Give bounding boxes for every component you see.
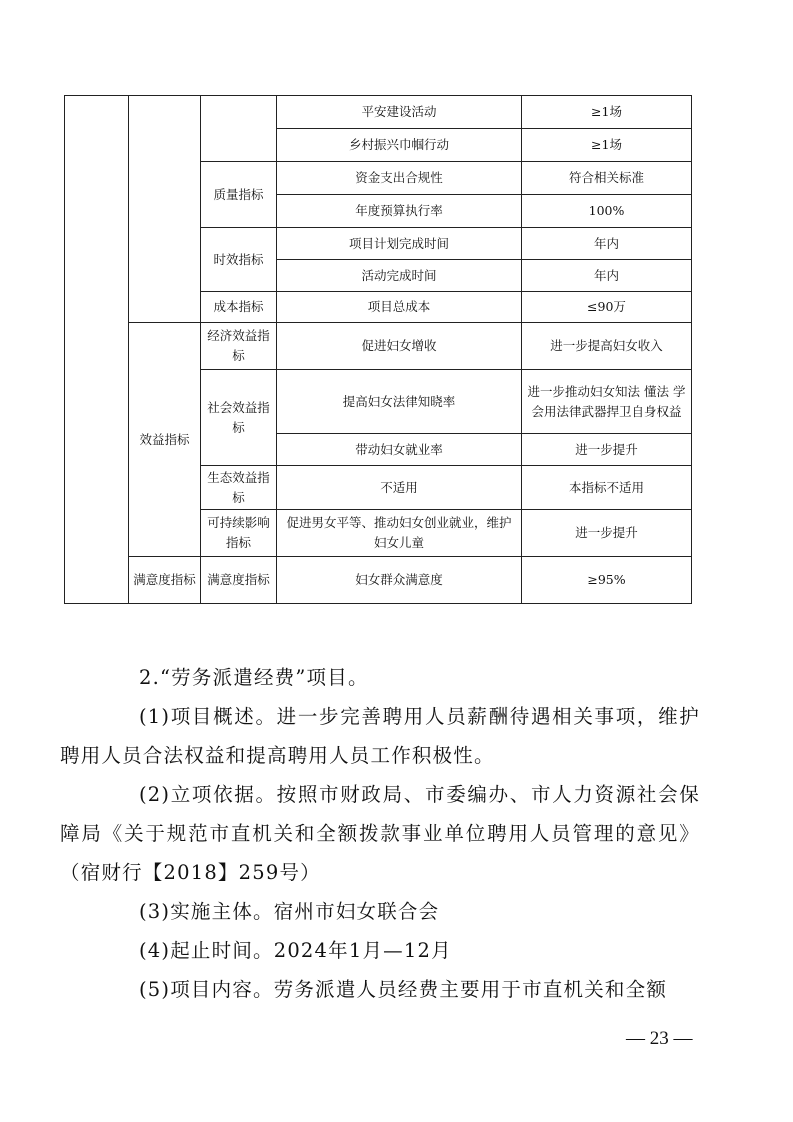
table-cell: ≥95% [522,557,692,604]
table-cell: 项目计划完成时间 [277,228,522,260]
table-col3-blank [201,96,277,162]
paragraph: (1)项目概述。进一步完善聘用人员薪酬待遇相关事项，维护聘用人员合法权益和提高聘用人员工作积极性。 [60,705,700,767]
table-cell: 提高妇女法律知晓率 [277,370,522,434]
table-cell: 100% [522,195,692,228]
body-text [60,658,700,1009]
paragraph: (2)立项依据。按照市财政局、市委编办、市人力资源社会保障局《关于规范市直机关和全额拨款事业单位聘用人员管理的意见》（宿财行【2018】259号） [60,783,700,884]
table-cell: 妇女群众满意度 [277,557,522,604]
table-cell-satisfaction-indicator: 满意度指标 [129,557,201,604]
table-cell: 资金支出合规性 [277,162,522,195]
table-cell: 社会效益指标 [201,370,277,466]
table-cell: 进一步提升 [522,434,692,466]
table-cell: 促进妇女增收 [277,323,522,370]
table-cell: 乡村振兴巾帼行动 [277,129,522,162]
paragraph: (4)起止时间。2024年1月—12月 [139,939,452,962]
table-cell-timeliness-indicator: 时效指标 [201,228,277,292]
table-cell: 进一步提升 [522,510,692,557]
table-cell: 促进男女平等、推动妇女创业就业，维护妇女儿童 [277,510,522,557]
table-cell: 符合相关标准 [522,162,692,195]
table-cell: 进一步提高妇女收入 [522,323,692,370]
table-col1-blank [65,96,129,604]
table-cell: 本指标不适用 [522,466,692,510]
table-cell: 满意度指标 [201,557,277,604]
table-cell: ≥1场 [522,96,692,129]
paragraph-heading: 2.“劳务派遣经费”项目。 [139,666,369,689]
performance-indicator-table [64,95,692,604]
paragraph: (5)项目内容。劳务派遣人员经费主要用于市直机关和全额 [139,978,668,1001]
table-cell: ≤90万 [522,292,692,323]
page-number: — 23 — [626,1028,693,1049]
table-cell: 生态效益指标 [201,466,277,510]
paragraph: (3)实施主体。宿州市妇女联合会 [139,900,440,923]
table-cell-cost-indicator: 成本指标 [201,292,277,323]
table-cell: 年度预算执行率 [277,195,522,228]
table-cell-quality-indicator: 质量指标 [201,162,277,228]
table-cell: 年内 [522,260,692,292]
table-cell: 进一步推动妇女知法 懂法 学会用法律武器捍卫自身权益 [522,370,692,434]
table-cell: 不适用 [277,466,522,510]
table-cell: 平安建设活动 [277,96,522,129]
table-cell: 带动妇女就业率 [277,434,522,466]
table-cell-benefit-indicator: 效益指标 [129,323,201,557]
table-cell: 可持续影响指标 [201,510,277,557]
table-cell: 经济效益指标 [201,323,277,370]
table-cell: 项目总成本 [277,292,522,323]
table-col2-blank [129,96,201,323]
table-cell: ≥1场 [522,129,692,162]
table-cell: 年内 [522,228,692,260]
table-cell: 活动完成时间 [277,260,522,292]
